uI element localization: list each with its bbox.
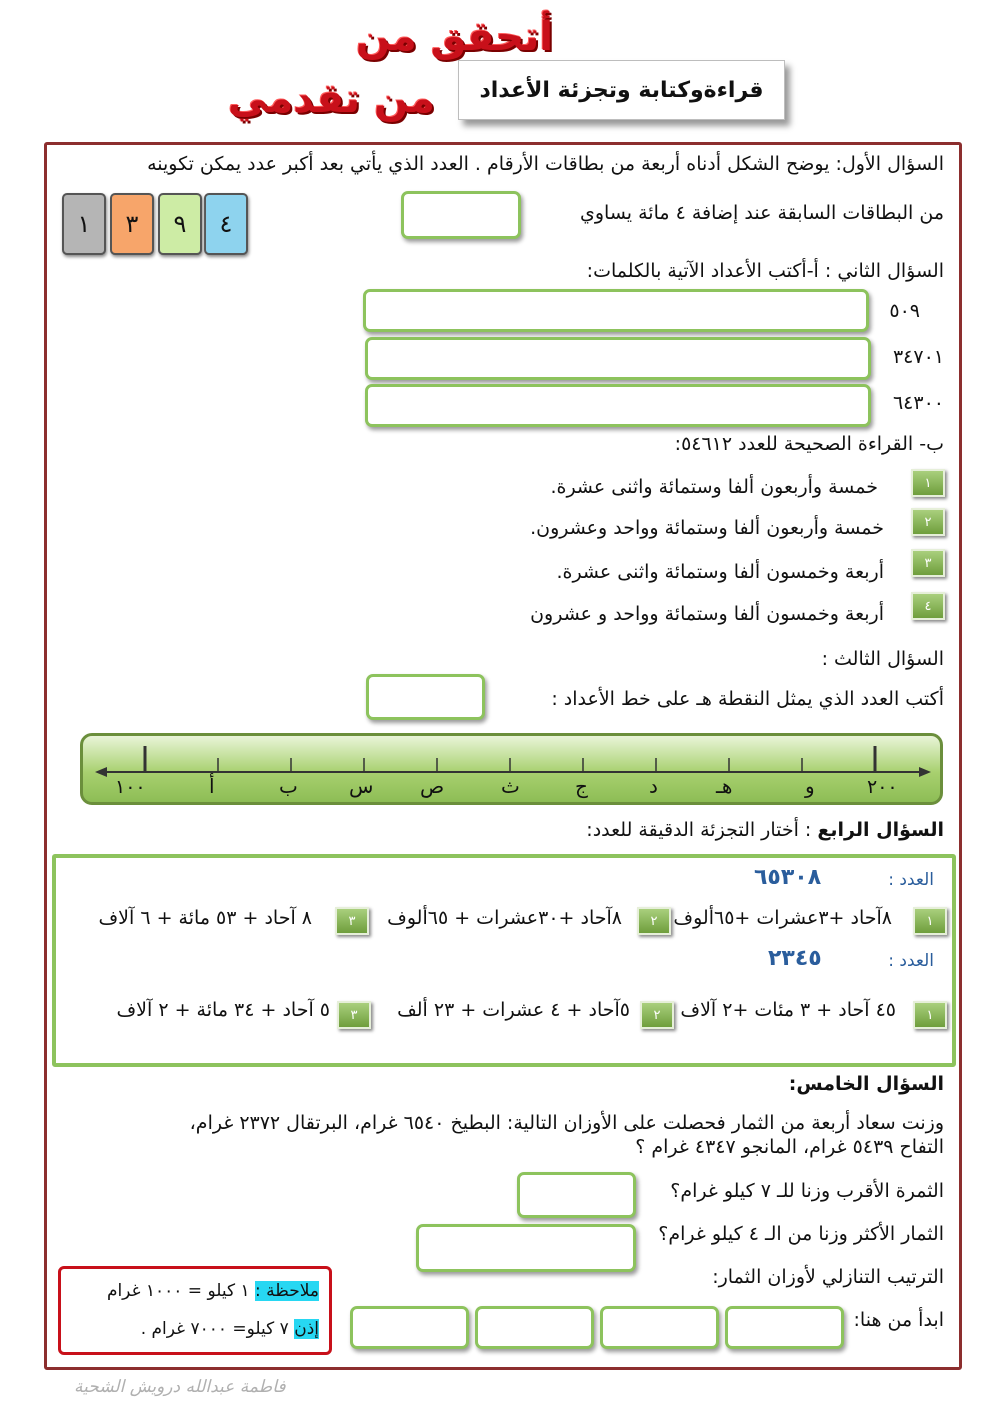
option-number-badge[interactable]: ٢ — [640, 1001, 674, 1029]
q5-paragraph-1: وزنت سعاد أربعة من الثمار فحصلت على الأوزان التالية: البطيخ ٦٥٤٠ غرام، البرتقال ٢٣٧٢ غرام، — [189, 1112, 944, 1134]
q5-question-c: الترتيب التنازلي لأوزان الثمار: — [712, 1266, 944, 1288]
so-label: إذن — [294, 1319, 319, 1339]
q1-line-1: السؤال الأول: يوضح الشكل أدناه أربعة من بطاقات الأرقام . العدد الذي يأتي بعد أكبر عدد يمكن تكوينه — [147, 153, 944, 175]
q2-number-2: ٣٤٧٠١ — [892, 346, 944, 368]
note-box — [58, 1266, 332, 1355]
q5-answer-box-b[interactable] — [416, 1224, 636, 1272]
digit-card: ٤ — [204, 193, 248, 255]
q4-heading — [586, 819, 944, 841]
q5-start-here: ابدأ من هنا: — [853, 1309, 944, 1331]
q1-answer-box[interactable] — [401, 191, 521, 239]
option-number-badge[interactable]: ١ — [911, 469, 945, 497]
digit-card: ٩ — [158, 193, 202, 255]
q2-answer-box-2[interactable] — [365, 337, 871, 380]
option-number-badge[interactable]: ٤ — [911, 592, 945, 620]
note-line-2 — [141, 1319, 319, 1339]
option-number-badge[interactable]: ١ — [913, 907, 947, 935]
number-line-label: ص — [420, 774, 445, 798]
q2-option-1[interactable]: خمسة وأربعون ألفا وستمائة واثنى عشرة. — [550, 476, 878, 498]
q5-heading: السؤال الخامس: — [788, 1073, 944, 1095]
q2-option-3[interactable]: أربعة وخمسون ألفا وستمائة واثنى عشرة. — [556, 561, 884, 583]
q2-answer-box-3[interactable] — [365, 384, 871, 427]
q2-number-3: ٦٤٣٠٠ — [892, 392, 944, 414]
number-line-label-end: ٢٠٠ — [867, 776, 898, 798]
q4-option-1-2[interactable]: ٨آحاد +٣٠عشرات + ٦٥ألوف — [387, 907, 622, 929]
number-line-label: ج — [575, 774, 588, 798]
left-arrow-icon — [95, 767, 107, 777]
option-number-badge[interactable]: ٣ — [911, 549, 945, 577]
option-number-badge[interactable]: ٣ — [337, 1001, 371, 1029]
option-number-badge[interactable]: ٢ — [911, 508, 945, 536]
title-line-2: من تقدمي — [228, 76, 435, 122]
q1-line-2: من البطاقات السابقة عند إضافة ٤ مائة يساوي — [580, 202, 944, 224]
q2-number-1: ٥٠٩ — [889, 300, 920, 322]
q4-heading-bold: السؤال الرابع — [817, 819, 944, 841]
q3-text: أكتب العدد الذي يمثل النقطة هـ على خط الأعداد : — [551, 688, 944, 710]
number-line-label: هـ — [716, 774, 733, 798]
q4-option-1-1[interactable]: ٨آحاد +٣عشرات +٦٥ألوف — [673, 907, 892, 929]
q4-option-2-1[interactable]: ٤٥ آحاد + ٣ مئات +٢ آلاف — [680, 999, 896, 1021]
q4-number-2: ٢٣٤٥ — [768, 946, 822, 971]
q5-question-a: الثمرة الأقرب وزنا للـ ٧ كيلو غرام؟ — [670, 1180, 944, 1202]
author-signature: فاطمة عبدالله درويش الشحية — [74, 1377, 286, 1397]
q5-order-box-4[interactable] — [350, 1306, 469, 1349]
right-arrow-icon — [919, 767, 931, 777]
number-line-label: س — [349, 774, 374, 798]
q3-answer-box[interactable] — [366, 674, 485, 720]
number-line — [80, 733, 943, 805]
so-text: ٧ كيلو= ٧٠٠٠ غرام . — [140, 1319, 289, 1339]
digit-card: ٣ — [110, 193, 154, 255]
option-number-badge[interactable]: ٣ — [335, 907, 369, 935]
option-number-badge[interactable]: ١ — [913, 1001, 947, 1029]
q5-question-b: الثمار الأكثر وزنا من الـ ٤ كيلو غرام؟ — [658, 1223, 944, 1245]
note-text: ١ كيلو = ١٠٠٠ غرام — [106, 1281, 250, 1301]
q4-option-2-2[interactable]: ٥آحاد + ٤ عشرات + ٢٣ ألف — [397, 999, 630, 1021]
number-line-label-start: ١٠٠ — [115, 776, 146, 798]
q3-heading: السؤال الثالث : — [821, 648, 944, 670]
q5-order-box-3[interactable] — [475, 1306, 594, 1349]
q4-option-2-3[interactable]: ٥ آحاد + ٣٤ مائة + ٢ آلاف — [116, 999, 330, 1021]
subject-title-box: قراءةوكتابة وتجزئة الأعداد — [458, 60, 785, 120]
title-line-1: أتحقق من — [356, 14, 554, 60]
q5-order-box-2[interactable] — [600, 1306, 719, 1349]
q5-order-box-1[interactable] — [725, 1306, 844, 1349]
q2-heading: السؤال الثاني : أ-أكتب الأعداد الآتية بالكلمات: — [586, 260, 944, 282]
q4-number-label-1: العدد : — [888, 870, 934, 890]
q4-number-label-2: العدد : — [888, 951, 934, 971]
note-line-1 — [107, 1281, 319, 1301]
q5-paragraph-2: التفاح ٥٤٣٩ غرام، المانجو ٤٣٤٧ غرام ؟ — [635, 1136, 944, 1158]
number-line-label: ب — [279, 774, 298, 798]
number-line-label: ث — [501, 774, 520, 798]
q4-heading-rest: : أختار التجزئة الدقيقة للعدد: — [586, 819, 812, 841]
q2-option-2[interactable]: خمسة وأربعون ألفا وستمائة وواحد وعشرون. — [530, 517, 884, 539]
digit-card: ١ — [62, 193, 106, 255]
number-line-label: و — [805, 774, 815, 798]
q4-option-1-3[interactable]: ٨ آحاد + ٥٣ مائة + ٦ آلاف — [98, 907, 312, 929]
q4-number-1: ٦٥٣٠٨ — [754, 865, 822, 890]
number-line-label: أ — [209, 774, 215, 798]
note-label: ملاحظة : — [255, 1281, 319, 1301]
q2-answer-box-1[interactable] — [363, 289, 869, 332]
option-number-badge[interactable]: ٢ — [637, 907, 671, 935]
q5-answer-box-a[interactable] — [517, 1172, 636, 1218]
q2-option-4[interactable]: أربعة وخمسون ألفا وستمائة وواحد و عشرون — [530, 603, 884, 625]
number-line-label: د — [649, 774, 658, 798]
q2-b-heading: ب- القراءة الصحيحة للعدد ٥٤٦١٢: — [674, 433, 944, 455]
